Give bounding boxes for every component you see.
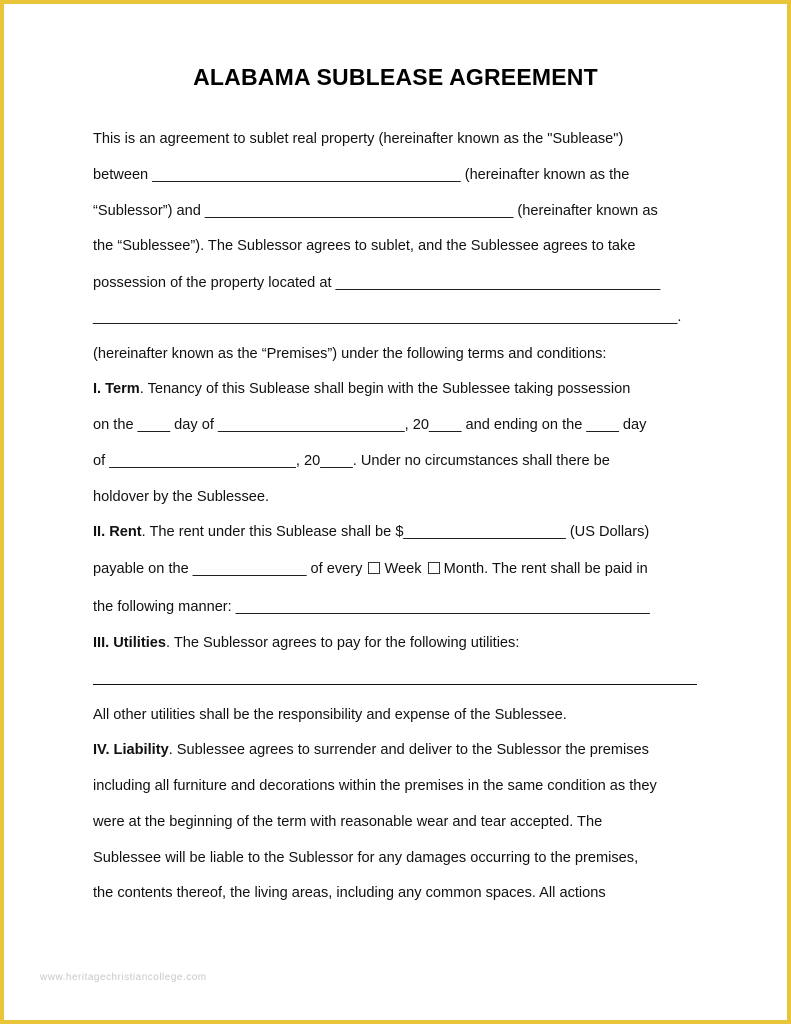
term-line-1 (93, 380, 630, 398)
utilities-heading: III. Utilities (93, 635, 166, 651)
rent-line-1 (93, 523, 649, 541)
rent-line-3: the following manner: ___________________________________________________ (93, 599, 650, 615)
document-page (4, 4, 787, 1020)
rent-heading: II. Rent (93, 524, 142, 540)
liability-heading: IV. Liability (93, 742, 169, 758)
utilities-line-2: All other utilities shall be the responsibility and expense of the Sublessee. (93, 707, 567, 723)
intro-line-5: possession of the property located at ________________________________________ (93, 275, 661, 291)
address-blank-line: ________________________________________________________________________. (93, 309, 682, 325)
rent-payable-text: payable on the ______________ of every (93, 561, 363, 577)
watermark-text: www.heritagechristiancollege.com (40, 972, 207, 983)
liability-line-2: including all furniture and decorations within the premises in the same condition as they (93, 778, 657, 794)
term-text: . Tenancy of this Sublease shall begin with the Sublessee taking possession (139, 381, 631, 397)
liability-line-3: were at the beginning of the term with reasonable wear and tear accepted. The (93, 814, 603, 830)
month-label: Month. The rent shall be paid in (443, 561, 648, 577)
liability-line-1 (93, 741, 649, 759)
intro-line-2: between ______________________________________ (hereinafter known as the (93, 167, 630, 183)
liability-line-4: Sublessee will be liable to the Sublessor for any damages occurring to the premises, (93, 850, 639, 866)
rent-text: . The rent under this Sublease shall be $____________________ (US Dollars) (141, 524, 650, 540)
term-line-4: holdover by the Sublessee. (93, 489, 270, 505)
utilities-blank-line (93, 684, 697, 685)
rent-line-2 (93, 560, 648, 578)
term-line-3: of _______________________, 20____. Under no circumstances shall there be (93, 453, 610, 469)
liability-line-5: the contents thereof, the living areas, including any common spaces. All actions (93, 885, 606, 901)
utilities-line-1 (93, 634, 519, 652)
term-line-2: on the ____ day of _______________________, 20____ and ending on the ____ day (93, 417, 647, 433)
intro-line-1: This is an agreement to sublet real property (hereinafter known as the "Sublease") (93, 131, 624, 147)
week-label: Week (384, 561, 422, 577)
intro-line-4: the “Sublessee”). The Sublessor agrees to sublet, and the Sublessee agrees to take (93, 238, 636, 254)
month-checkbox[interactable] (428, 562, 440, 574)
week-checkbox[interactable] (368, 562, 380, 574)
utilities-text: . The Sublessor agrees to pay for the following utilities: (165, 635, 520, 651)
liability-text: . Sublessee agrees to surrender and deliver to the Sublessor the premises (168, 742, 649, 758)
term-heading: I. Term (93, 381, 140, 397)
intro-line-7: (hereinafter known as the “Premises”) under the following terms and conditions: (93, 346, 607, 362)
intro-line-3: “Sublessor”) and ______________________________________ (hereinafter known as (93, 203, 658, 219)
document-title: ALABAMA SUBLEASE AGREEMENT (193, 64, 598, 90)
